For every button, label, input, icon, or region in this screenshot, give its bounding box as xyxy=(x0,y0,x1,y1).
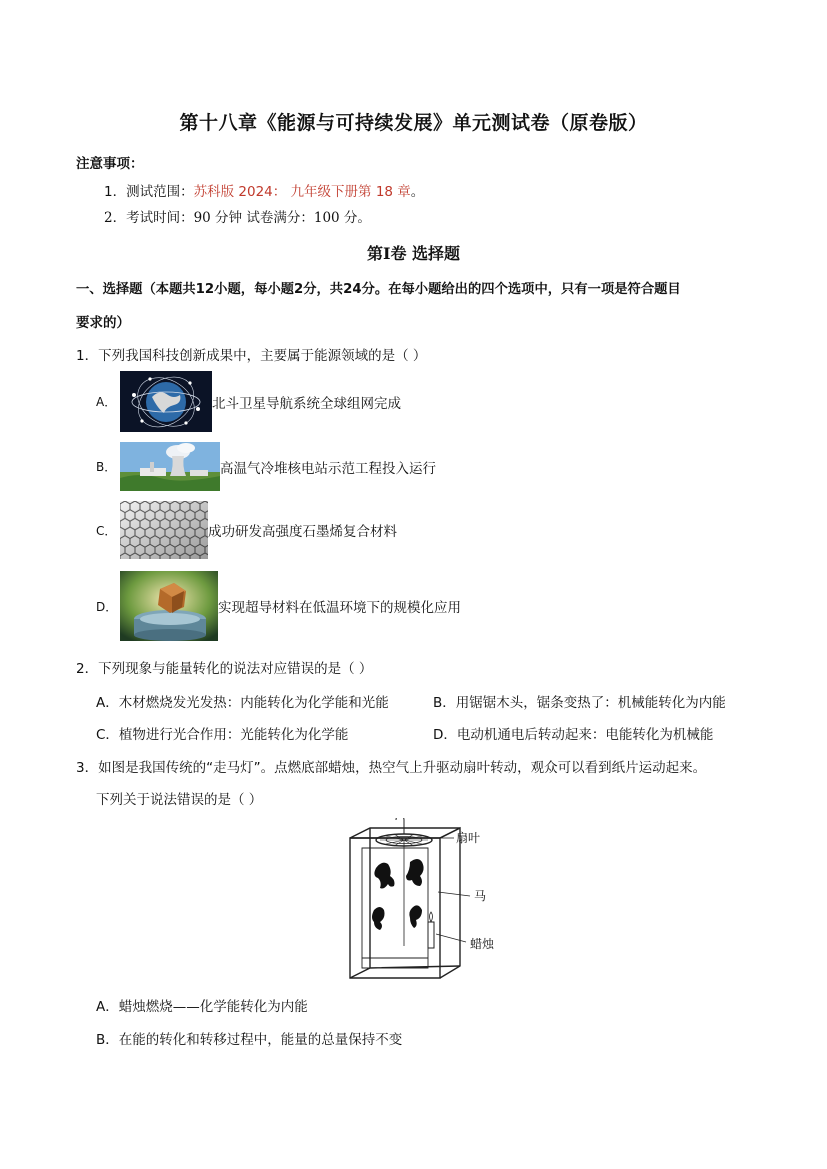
q2-option-c[interactable]: C．植物进行光合作用：光能转化为化学能 xyxy=(96,727,349,743)
figure-label-candle: 蜡烛 xyxy=(470,937,495,951)
figure-label-fan: 扇叶 xyxy=(456,831,481,845)
q3-stem-line2: 下列关于说法错误的是（ ） xyxy=(96,792,263,808)
part1-instruction-line1: 一、选择题（本题共12小题，每小题2分，共24分。在每小题给出的四个选项中，只有一项是符合题目 xyxy=(76,282,681,297)
q1-option-c[interactable] xyxy=(96,501,397,559)
q3-option-a[interactable]: A．蜡烛燃烧——化学能转化为内能 xyxy=(96,999,308,1015)
q1-option-d-letter: D． xyxy=(96,599,118,614)
section-title: 第Ⅰ卷 选择题 xyxy=(366,244,461,263)
part1-instruction-line2: 要求的） xyxy=(76,315,130,331)
q2-option-a[interactable]: A．木材燃烧发光发热：内能转化为化学能和光能 xyxy=(96,695,389,711)
q1-option-a-text: 北斗卫星导航系统全球组网完成 xyxy=(212,395,401,412)
notice-item-1 xyxy=(104,180,424,200)
page-title: 第十八章《能源与可持续发展》单元测试卷（原卷版） xyxy=(179,112,648,134)
q1-option-d[interactable] xyxy=(96,571,461,641)
q1-option-a-letter: A． xyxy=(96,395,117,409)
q1-option-b[interactable] xyxy=(96,442,436,491)
q3-stem-line1: 3．如图是我国传统的“走马灯”。点燃底部蜡烛，热空气上升驱动扇叶转动，观众可以看到纸片运动起来。 xyxy=(76,760,707,776)
q1-option-b-text: 高温气冷堆核电站示范工程投入运行 xyxy=(220,460,436,477)
q3-option-b[interactable]: B．在能的转化和转移过程中，能量的总量保持不变 xyxy=(96,1032,403,1048)
q1-stem: 1．下列我国科技创新成果中，主要属于能源领域的是（ ） xyxy=(76,348,427,364)
q2-option-d[interactable]: D．电动机通电后转动起来：电能转化为机械能 xyxy=(433,727,714,743)
notice-item-1-prefix: 1．测试范围： xyxy=(104,184,194,200)
nuclear-plant-image xyxy=(120,442,220,491)
q2-stem: 2．下列现象与能量转化的说法对应错误的是（ ） xyxy=(76,661,373,677)
q1-option-d-text: 实现超导材料在低温环境下的规模化应用 xyxy=(218,600,461,616)
satellite-globe-image xyxy=(120,371,212,432)
q1-option-c-text: 成功研发高强度石墨烯复合材料 xyxy=(208,524,397,540)
q1-option-c-letter: C． xyxy=(96,523,117,538)
q1-option-b-letter: B． xyxy=(96,460,117,474)
notice-item-2: 2．考试时间：90 分钟 试卷满分：100 分。 xyxy=(104,210,371,226)
notice-item-1-scope: 苏科版 2024： 九年级下册第 18 章 xyxy=(193,184,411,200)
notice-item-1-suffix: 。 xyxy=(410,184,425,200)
figure-label-horse: 马 xyxy=(474,889,487,903)
graphene-image xyxy=(120,501,208,559)
q2-option-b[interactable]: B．用锯锯木头，锯条变热了：机械能转化为内能 xyxy=(433,695,726,711)
superconductor-image xyxy=(120,571,218,641)
notice-heading: 注意事项： xyxy=(76,156,144,172)
lantern-figure xyxy=(340,818,520,988)
q1-option-a[interactable] xyxy=(96,371,401,432)
